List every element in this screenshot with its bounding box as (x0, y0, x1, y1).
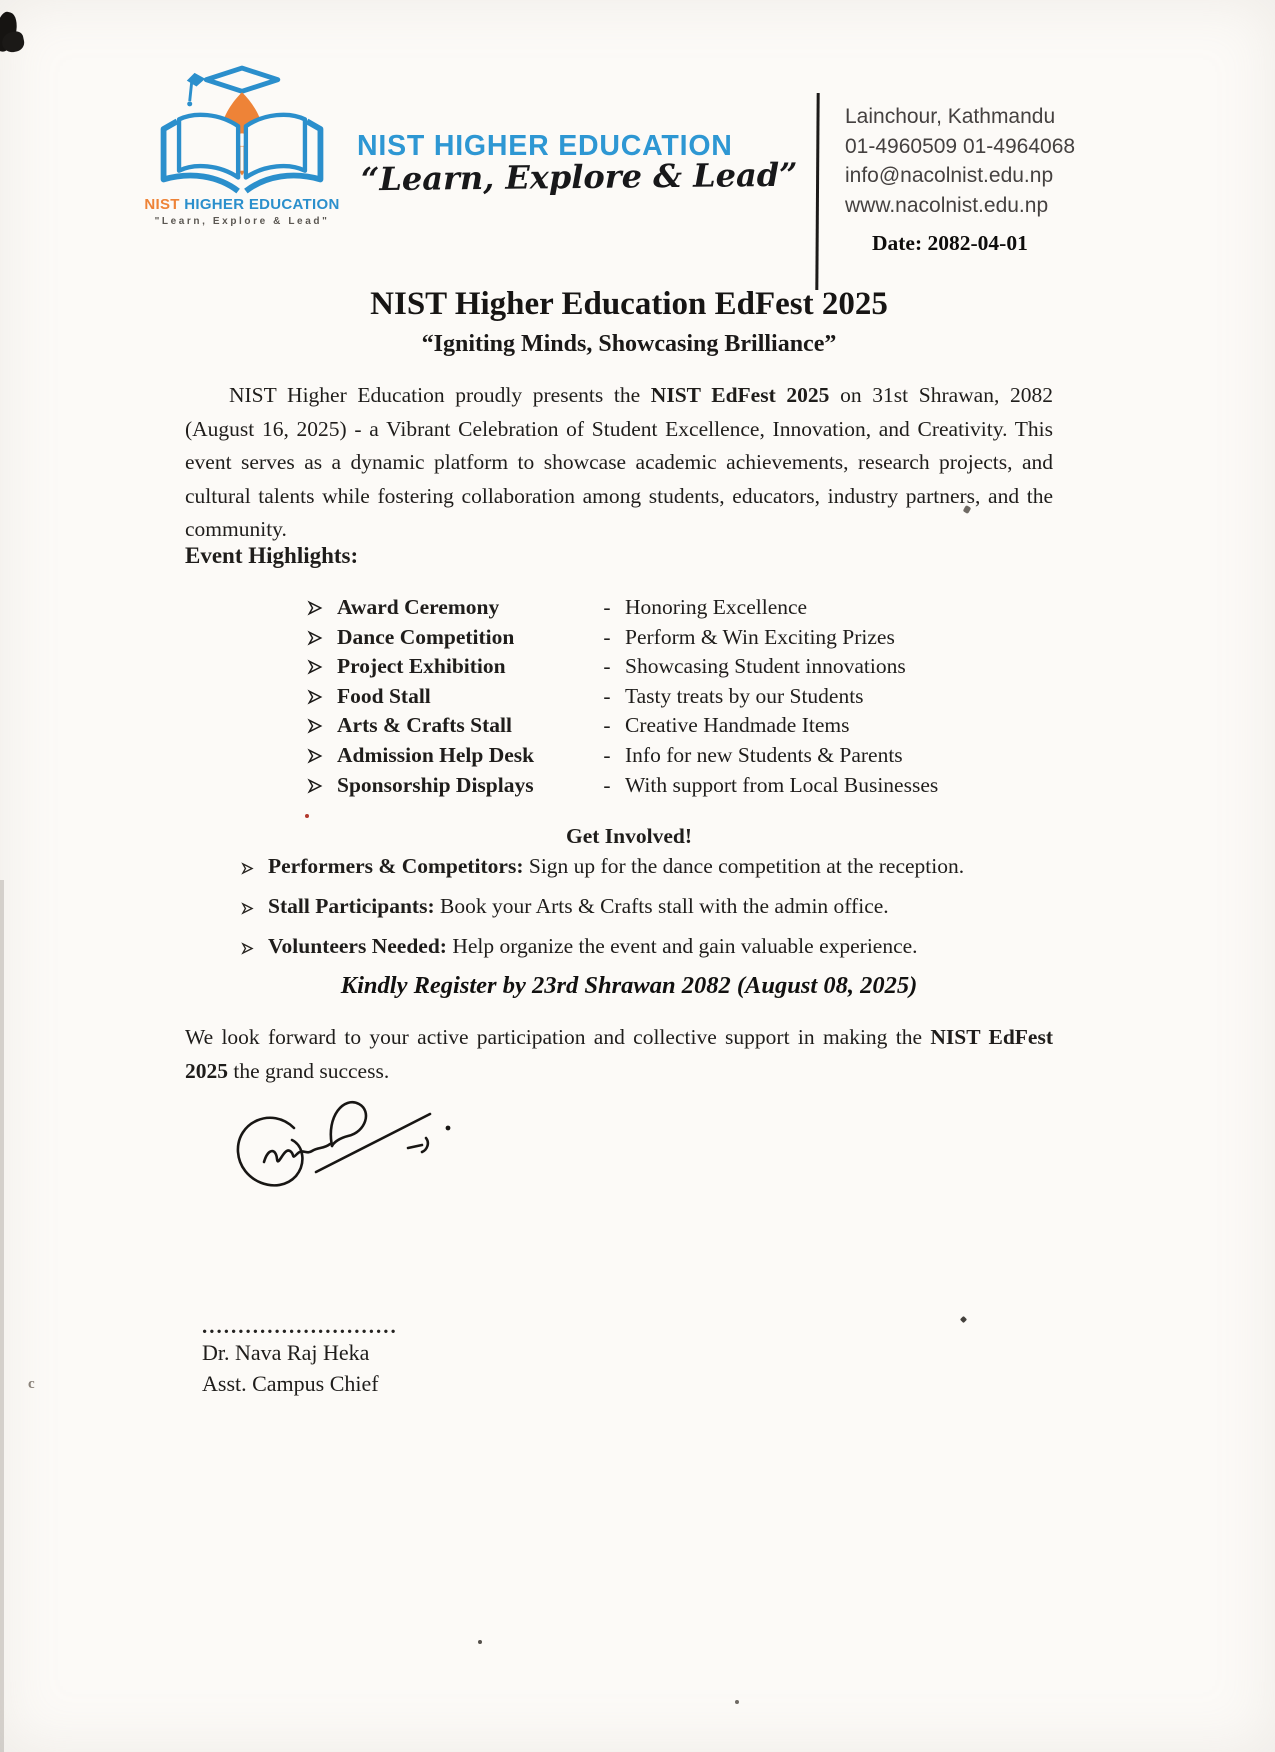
scan-artifact (305, 814, 309, 818)
arrow-bullet-icon (307, 689, 323, 705)
scan-artifact (0, 880, 4, 1752)
arrow-bullet-icon (241, 942, 254, 955)
highlight-dash: - (603, 654, 611, 679)
highlight-title: Award Ceremony (337, 595, 500, 619)
date-line: Date: 2082-04-01 (872, 231, 1028, 255)
highlight-desc: Showcasing Student innovations (625, 654, 906, 679)
contact-website: www.nacolnist.edu.np (845, 193, 1049, 217)
nist-book-pen-logo-icon (150, 62, 334, 200)
highlight-desc: With support from Local Businesses (625, 772, 939, 797)
get-involved-text: Book your Arts & Crafts stall with the admin office. (440, 894, 889, 918)
highlight-item (307, 654, 987, 684)
highlight-desc: Tasty treats by our Students (625, 683, 864, 708)
highlight-desc: Perform & Win Exciting Prizes (625, 624, 895, 649)
document-title: NIST Higher Education EdFest 2025 (370, 286, 888, 322)
logo-tagline: "Learn, Explore & Lead" (154, 216, 330, 227)
get-involved-label: Stall Participants: (268, 894, 435, 918)
scan-artifact (960, 1316, 967, 1323)
highlight-title: Sponsorship Displays (337, 772, 534, 797)
get-involved-label: Volunteers Needed: (268, 934, 447, 958)
logo-name-nist: NIST (144, 196, 180, 213)
intro-text: on 31st Shrawan, 2082 (August 16, 2025) - a Vibrant Celebration of Student Excellence, Innovation, and Creativity. This event serves as a dynamic platform to showcase academic achievements, research projects, and cultural talents while fostering collaboration among students, educators, industry partners, and the community. (185, 383, 1053, 542)
scan-artifact (735, 1700, 739, 1704)
closing-paragraph (185, 1021, 1053, 1088)
signatory-name: Dr. Nava Raj Heka (202, 1340, 370, 1365)
closing-bold-eventname: NIST EdFest 2025 (185, 1025, 1053, 1083)
event-highlights-list (307, 595, 987, 802)
highlight-dash: - (603, 683, 611, 708)
arrow-bullet-icon (307, 748, 323, 764)
highlight-desc: Honoring Excellence (625, 595, 808, 619)
highlight-item (307, 625, 987, 655)
closing-text: We look forward to your active participation and collective support in making the (185, 1025, 931, 1049)
highlight-title: Food Stall (337, 683, 431, 708)
logo-name-rest: HIGHER EDUCATION (179, 196, 340, 213)
highlight-dash: - (603, 713, 611, 738)
get-involved-label: Performers & Competitors: (268, 854, 524, 878)
highlight-item (307, 713, 987, 743)
get-involved-heading: Get Involved! (565, 824, 692, 848)
signatory-role: Asst. Campus Chief (202, 1371, 379, 1396)
highlight-dash: - (603, 742, 611, 767)
arrow-bullet-icon (241, 862, 254, 875)
intro-paragraph (185, 379, 1053, 547)
highlight-dash: - (603, 595, 611, 619)
highlight-title: Arts & Crafts Stall (337, 713, 512, 738)
highlight-item (307, 773, 987, 803)
highlight-desc: Info for new Students & Parents (625, 742, 903, 767)
closing-text: the grand success. (228, 1058, 390, 1083)
highlight-item (307, 743, 987, 773)
logo-wordmark-small (131, 196, 353, 213)
contact-address: Lainchour, Kathmandu (845, 105, 1056, 128)
arrow-bullet-icon (307, 718, 323, 734)
intro-bold-eventname: NIST EdFest 2025 (650, 383, 830, 407)
scan-artifact (478, 1640, 482, 1644)
highlight-title: Project Exhibition (337, 654, 506, 679)
highlight-title: Admission Help Desk (337, 742, 535, 767)
letterhead-divider (815, 93, 819, 290)
handwritten-signature (212, 1088, 470, 1206)
arrow-bullet-icon (307, 778, 323, 794)
institution-tagline-script: “Learn, Explore & Lead” (360, 155, 798, 199)
highlight-item (307, 595, 987, 625)
arrow-bullet-icon (307, 659, 323, 675)
get-involved-item (241, 855, 1041, 878)
contact-email: info@nacolnist.edu.np (845, 164, 1054, 187)
event-highlights-heading: Event Highlights: (185, 543, 359, 568)
contact-block (845, 102, 1075, 220)
highlight-dash: - (603, 772, 611, 797)
document-subtitle: “Igniting Minds, Showcasing Brilliance” (421, 331, 837, 357)
contact-phones: 01-4960509 01-4964068 (845, 134, 1076, 158)
highlight-item (307, 684, 987, 714)
highlight-desc: Creative Handmade Items (625, 713, 850, 738)
register-deadline-line: Kindly Register by 23rd Shrawan 2082 (August 08, 2025) (340, 972, 918, 999)
highlight-title: Dance Competition (337, 624, 515, 649)
arrow-bullet-icon (241, 902, 254, 915)
get-involved-text: Help organize the event and gain valuable experience. (452, 934, 918, 958)
institution-wordmark: NIST HIGHER EDUCATION (357, 130, 733, 162)
scan-artifact: c (28, 1376, 35, 1392)
arrow-bullet-icon (307, 600, 323, 616)
get-involved-list (241, 855, 1041, 975)
intro-text: NIST Higher Education proudly presents the (229, 383, 651, 407)
get-involved-item (241, 895, 1041, 918)
highlight-dash: - (603, 624, 611, 649)
get-involved-text: Sign up for the dance competition at the reception. (528, 854, 965, 878)
arrow-bullet-icon (307, 630, 323, 646)
signature-dotted-line: ........................... (202, 1314, 398, 1338)
get-involved-item (241, 935, 1041, 958)
